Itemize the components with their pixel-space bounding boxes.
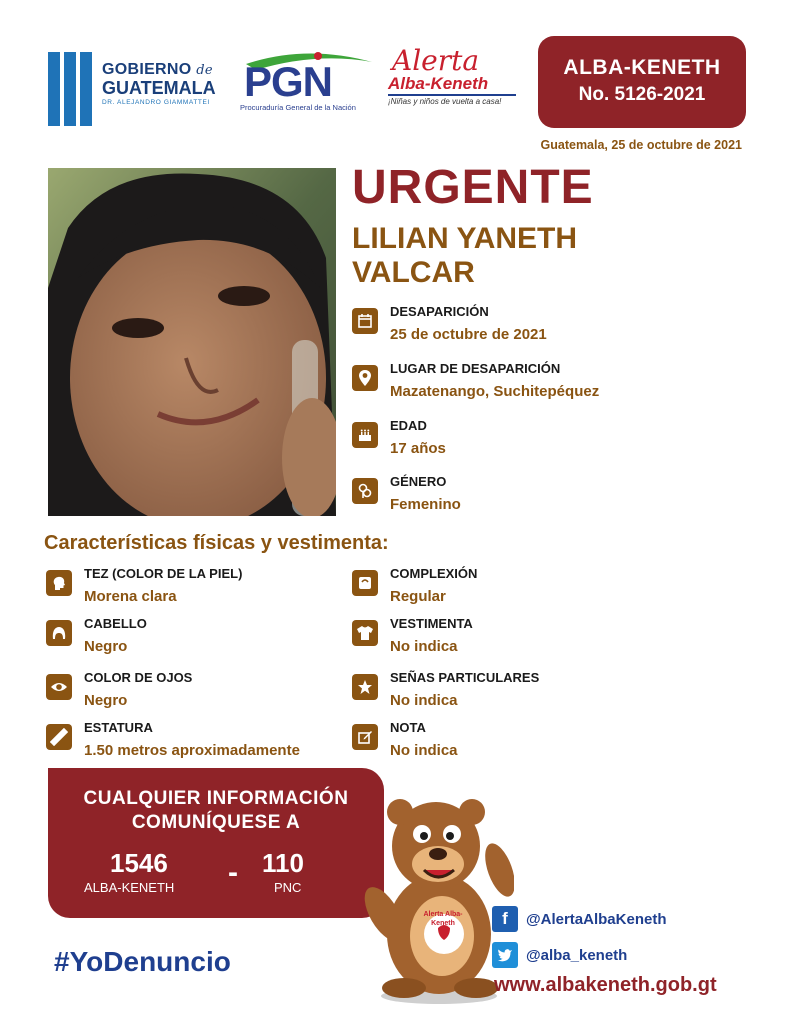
twitter-link[interactable] [492,942,627,968]
phone-separator: - [228,856,238,889]
facebook-icon: f [492,906,518,932]
alerta-word: Alerta [392,44,480,77]
char-value: Regular [390,588,446,605]
mascot-badge: Alerta Alba-Keneth [423,911,463,927]
eye-icon [46,674,72,700]
detail-label: GÉNERO [390,474,447,489]
location-pin-icon [352,365,378,391]
alerta-underline [388,94,516,96]
detail-value: Femenino [390,496,461,513]
phone-pnc-label: PNC [274,880,302,895]
head-profile-icon [46,570,72,596]
characteristics-title: Características físicas y vestimenta: [44,532,389,554]
website-link[interactable]: www.albakeneth.gob.gt [494,974,717,996]
char-value: Negro [84,638,128,655]
facebook-link[interactable] [492,906,667,932]
missing-person-photo [48,168,336,516]
char-label: COLOR DE OJOS [84,670,193,685]
phone-alba-keneth: 1546 [110,848,168,878]
pgn-subtitle: Procuraduría General de la Nación [240,103,356,112]
phone-alba-keneth-label: ALBA-KENETH [84,880,175,895]
gov-line1: GOBIERNO [102,61,192,78]
twitter-bird-icon [492,942,518,968]
detail-label: EDAD [390,418,427,433]
government-logo-bars [48,52,92,126]
case-program: ALBA-KENETH [563,56,721,79]
char-label: VESTIMENTA [390,616,473,631]
birthday-cake-icon [352,422,378,448]
detail-value: 17 años [390,440,446,457]
contact-line1: CUALQUIER INFORMACIÓN [83,788,349,809]
facebook-handle: @AlertaAlbaKeneth [526,910,667,928]
note-edit-icon [352,724,378,750]
person-name: LILIAN YANETH VALCAR [352,222,578,289]
char-label: COMPLEXIÓN [390,566,478,581]
char-value: No indica [390,692,458,709]
star-icon [352,674,378,700]
contact-line2: COMUNÍQUESE A [131,812,301,833]
hair-icon [46,620,72,646]
char-label: CABELLO [84,616,147,631]
char-value: Negro [84,692,128,709]
detail-value: Mazatenango, Suchitepéquez [390,383,600,400]
char-label: SEÑAS PARTICULARES [390,670,540,685]
gov-de: de [196,63,213,78]
char-value: Morena clara [84,588,177,605]
char-value: No indica [390,638,458,655]
gender-icon [352,478,378,504]
shirt-icon [352,620,378,646]
alerta-name: Alba-Keneth [388,74,489,93]
detail-label: DESAPARICIÓN [390,304,489,319]
char-label: NOTA [390,720,426,735]
issue-date: Guatemala, 25 de octubre de 2021 [540,138,742,152]
char-label: ESTATURA [84,720,153,735]
alerta-tagline: ¡Niñas y niños de vuelta a casa! [388,97,502,106]
char-value: 1.50 metros aproximadamente [84,742,300,759]
ruler-icon [46,724,72,750]
contact-box [48,768,384,918]
phone-pnc: 110 [262,848,304,878]
bear-mascot [364,784,514,1004]
char-label: TEZ (COLOR DE LA PIEL) [84,566,243,581]
pgn-name: PGN [244,58,333,105]
case-number-badge [538,36,746,128]
calendar-icon [352,308,378,334]
government-logo-text [102,62,216,107]
twitter-handle: @alba_keneth [526,946,628,964]
gov-line3: DR. ALEJANDRO GIAMMATTEI [102,99,210,106]
case-number: No. 5126-2021 [578,84,706,105]
hashtag: #YoDenuncio [54,946,231,977]
char-value: No indica [390,742,458,759]
urgency-heading: URGENTE [352,161,594,214]
detail-value: 25 de octubre de 2021 [390,326,547,343]
scale-icon [352,570,378,596]
gov-line2: GUATEMALA [102,78,216,98]
detail-label: LUGAR DE DESAPARICIÓN [390,361,561,376]
